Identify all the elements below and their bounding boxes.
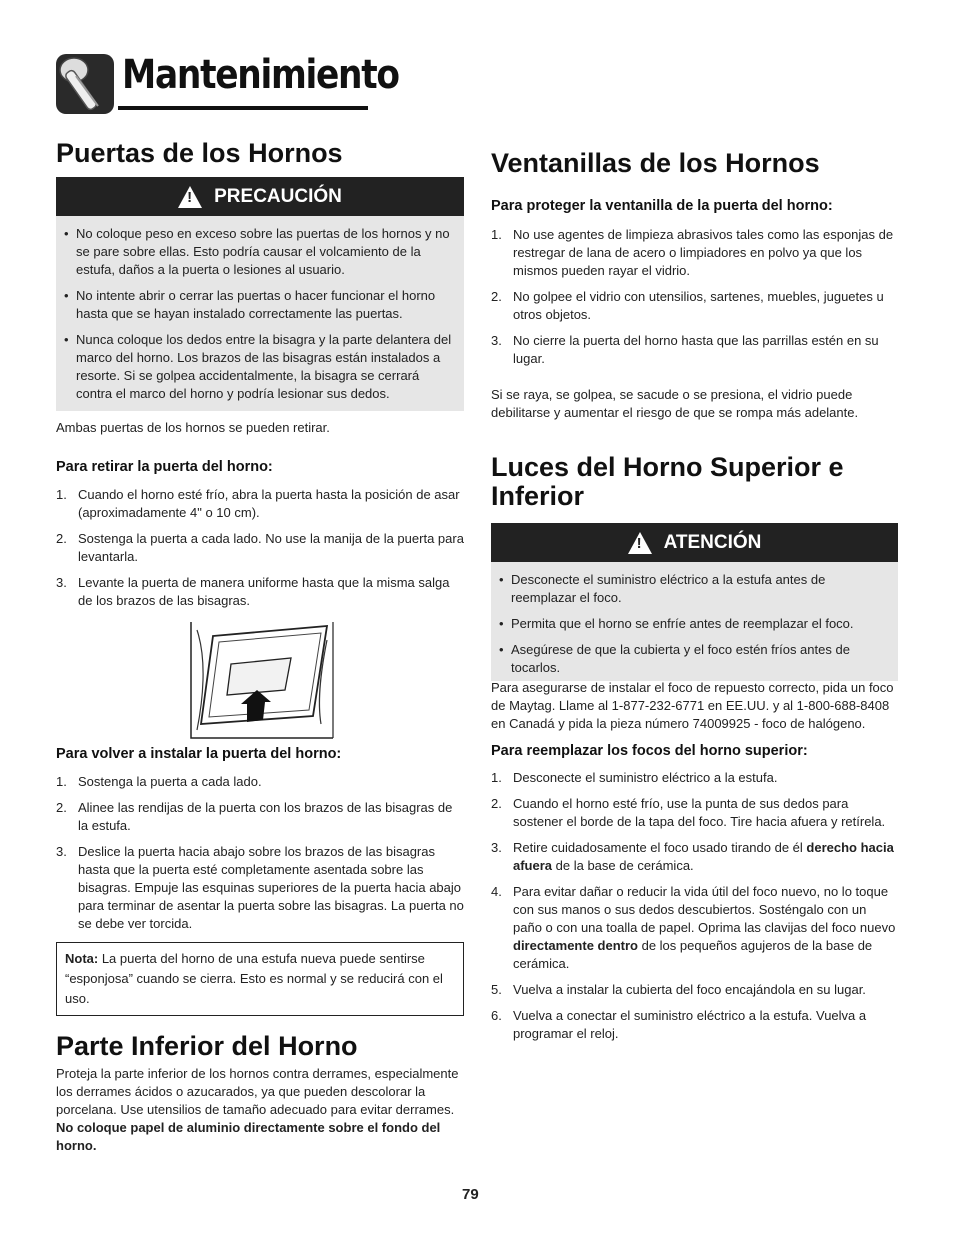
door-removal-illustration — [187, 620, 337, 740]
caution-item: • Nunca coloque los dedos entre la bisagra y la parte delantera del marco del horno. Los brazos de las bisagras están instalados a resorte. Si se golpea accidentalmente, la bisagra se cerrará contra el marco del horno y podría lesionar sus dedos. — [64, 331, 456, 403]
reinstall-door-steps — [56, 773, 464, 941]
attention-header — [491, 523, 898, 562]
reinstall-door-title: Para volver a instalar la puerta del horno: — [56, 746, 342, 762]
doors-intro: Ambas puertas de los hornos se pueden retirar. — [56, 420, 330, 435]
bottom-text: Proteja la parte inferior de los hornos contra derrames, especialmente los derrames ácidos o azucarados, ya que pueden descolorar la porcelana. Use utensilios de tamaño adecuado para evitar derrames. No coloque papel de aluminio directamente sobre el fondo del horno. — [56, 1066, 459, 1153]
list-item: 5. Vuelva a instalar la cubierta del foco encajándola en su lugar. — [491, 982, 866, 997]
warning-icon — [628, 532, 652, 554]
list-item: 3. No cierre la puerta del horno hasta que las parrillas estén en su lugar. — [491, 333, 879, 366]
list-item: 6. Vuelva a conectar el suministro eléctrico a la estufa. Vuelva a programar el reloj. — [491, 1008, 867, 1041]
title-underline — [118, 106, 368, 110]
list-item: 2. No golpee el vidrio con utensilios, sartenes, muebles, juguetes u otros objetos. — [491, 289, 884, 322]
list-item: 1. No use agentes de limpieza abrasivos tales como las esponjas de restregar de lana de acero o limpiadores en polvo ya que los mismos pueden rayar el vidrio. — [491, 227, 894, 278]
section-title-bottom: Parte Inferior del Horno — [56, 1031, 358, 1061]
page-title: Mantenimiento — [122, 52, 399, 98]
replace-bulb-title: Para reemplazar los focos del horno superior: — [491, 743, 808, 759]
list-item: 1. Cuando el horno esté frío, abra la puerta hasta la posición de asar (aproximadamente 4" o 10 cm). — [56, 487, 460, 520]
caution-item: • No coloque peso en exceso sobre las puertas de los hornos y no se pare sobre ellas. Esto podría causar el volcamiento de la estufa, daños a la puerta o lesiones al usuario. — [64, 225, 456, 279]
caution-box — [56, 177, 464, 411]
attention-label: ATENCIÓN — [663, 531, 762, 553]
list-item: 1. Desconecte el suministro eléctrico a la estufa. — [491, 770, 778, 785]
list-item: 2. Alinee las rendijas de la puerta con los brazos de las bisagras de la estufa. — [56, 800, 453, 833]
maintenance-icon — [56, 54, 114, 114]
section-title-lights: Luces del Horno Superior e Inferior — [491, 452, 844, 511]
list-item: 2. Cuando el horno esté frío, use la punta de sus dedos para sostener el borde de la tapa del foco. Tire hacia afuera y retírela. — [491, 796, 886, 829]
attention-item: • Permita que el horno se enfríe antes de reemplazar el foco. — [499, 615, 890, 633]
protect-window-steps — [491, 226, 898, 376]
warning-icon — [178, 186, 202, 208]
list-item: 3. Levante la puerta de manera uniforme hasta que la misma salga de los brazos de las bisagras. — [56, 575, 450, 608]
attention-box — [491, 523, 898, 681]
caution-item: • No intente abrir o cerrar las puertas o hacer funcionar el horno hasta que se hayan instalado correctamente las puertas. — [64, 287, 456, 323]
page-number: 79 — [462, 1186, 479, 1203]
caution-header — [56, 177, 464, 216]
note-label: Nota: — [65, 951, 99, 966]
list-item: 3. Retire cuidadosamente el foco usado tirando de él derecho hacia afuera de la base de cerámica. — [491, 840, 894, 873]
attention-item: • Desconecte el suministro eléctrico a la estufa antes de reemplazar el foco. — [499, 571, 890, 607]
protect-window-title: Para proteger la ventanilla de la puerta del horno: — [491, 198, 833, 214]
attention-item: • Asegúrese de que la cubierta y el foco estén fríos antes de tocarlos. — [499, 641, 890, 677]
caution-label: PRECAUCIÓN — [214, 185, 342, 207]
windows-after: Si se raya, se golpea, se sacude o se presiona, el vidrio puede debilitarse y aumentar el riesgo de que se rompa más adelante. — [491, 387, 859, 420]
note-text: La puerta del horno de una estufa nueva puede sentirse “esponjosa” cuando se cierra. Esto es normal y se reducirá con el uso. — [65, 951, 443, 1006]
list-item: 2. Sostenga la puerta a cada lado. No use la manija de la puerta para levantarla. — [56, 531, 464, 564]
remove-door-title: Para retirar la puerta del horno: — [56, 459, 273, 475]
note-box — [56, 942, 464, 1016]
replace-bulb-steps — [491, 769, 898, 1051]
list-item: 4. Para evitar dañar o reducir la vida útil del foco nuevo, no lo toque con sus manos o sus dedos descubiertos. Sosténgalo con un paño o con una toalla de papel. Oprima las clavijas del foco nuevo directamente dentro de los pequeños agujeros de la base de cerámica. — [491, 884, 896, 971]
section-title-windows: Ventanillas de los Hornos — [491, 148, 820, 178]
list-item: 3. Deslice la puerta hacia abajo sobre los brazos de las bisagras hasta que la puerta esté completamente asentada sobre las bisagras. Empuje las esquinas superiores de la puerta hacia abajo para terminar de asentar la puerta sobre las bisagras. La puerta no se debe ver torcida. — [56, 844, 464, 931]
remove-door-steps — [56, 486, 464, 618]
list-item: 1. Sostenga la puerta a cada lado. — [56, 774, 262, 789]
lights-intro: Para asegurarse de instalar el foco de repuesto correcto, pida un foco de Maytag. Llame al 1-877-232-6771 en EE.UU. y al 1-800-688-8408 en Canadá y pida la pieza número 74009925 - foco de halógeno. — [491, 680, 894, 731]
section-title-doors: Puertas de los Hornos — [56, 138, 343, 168]
